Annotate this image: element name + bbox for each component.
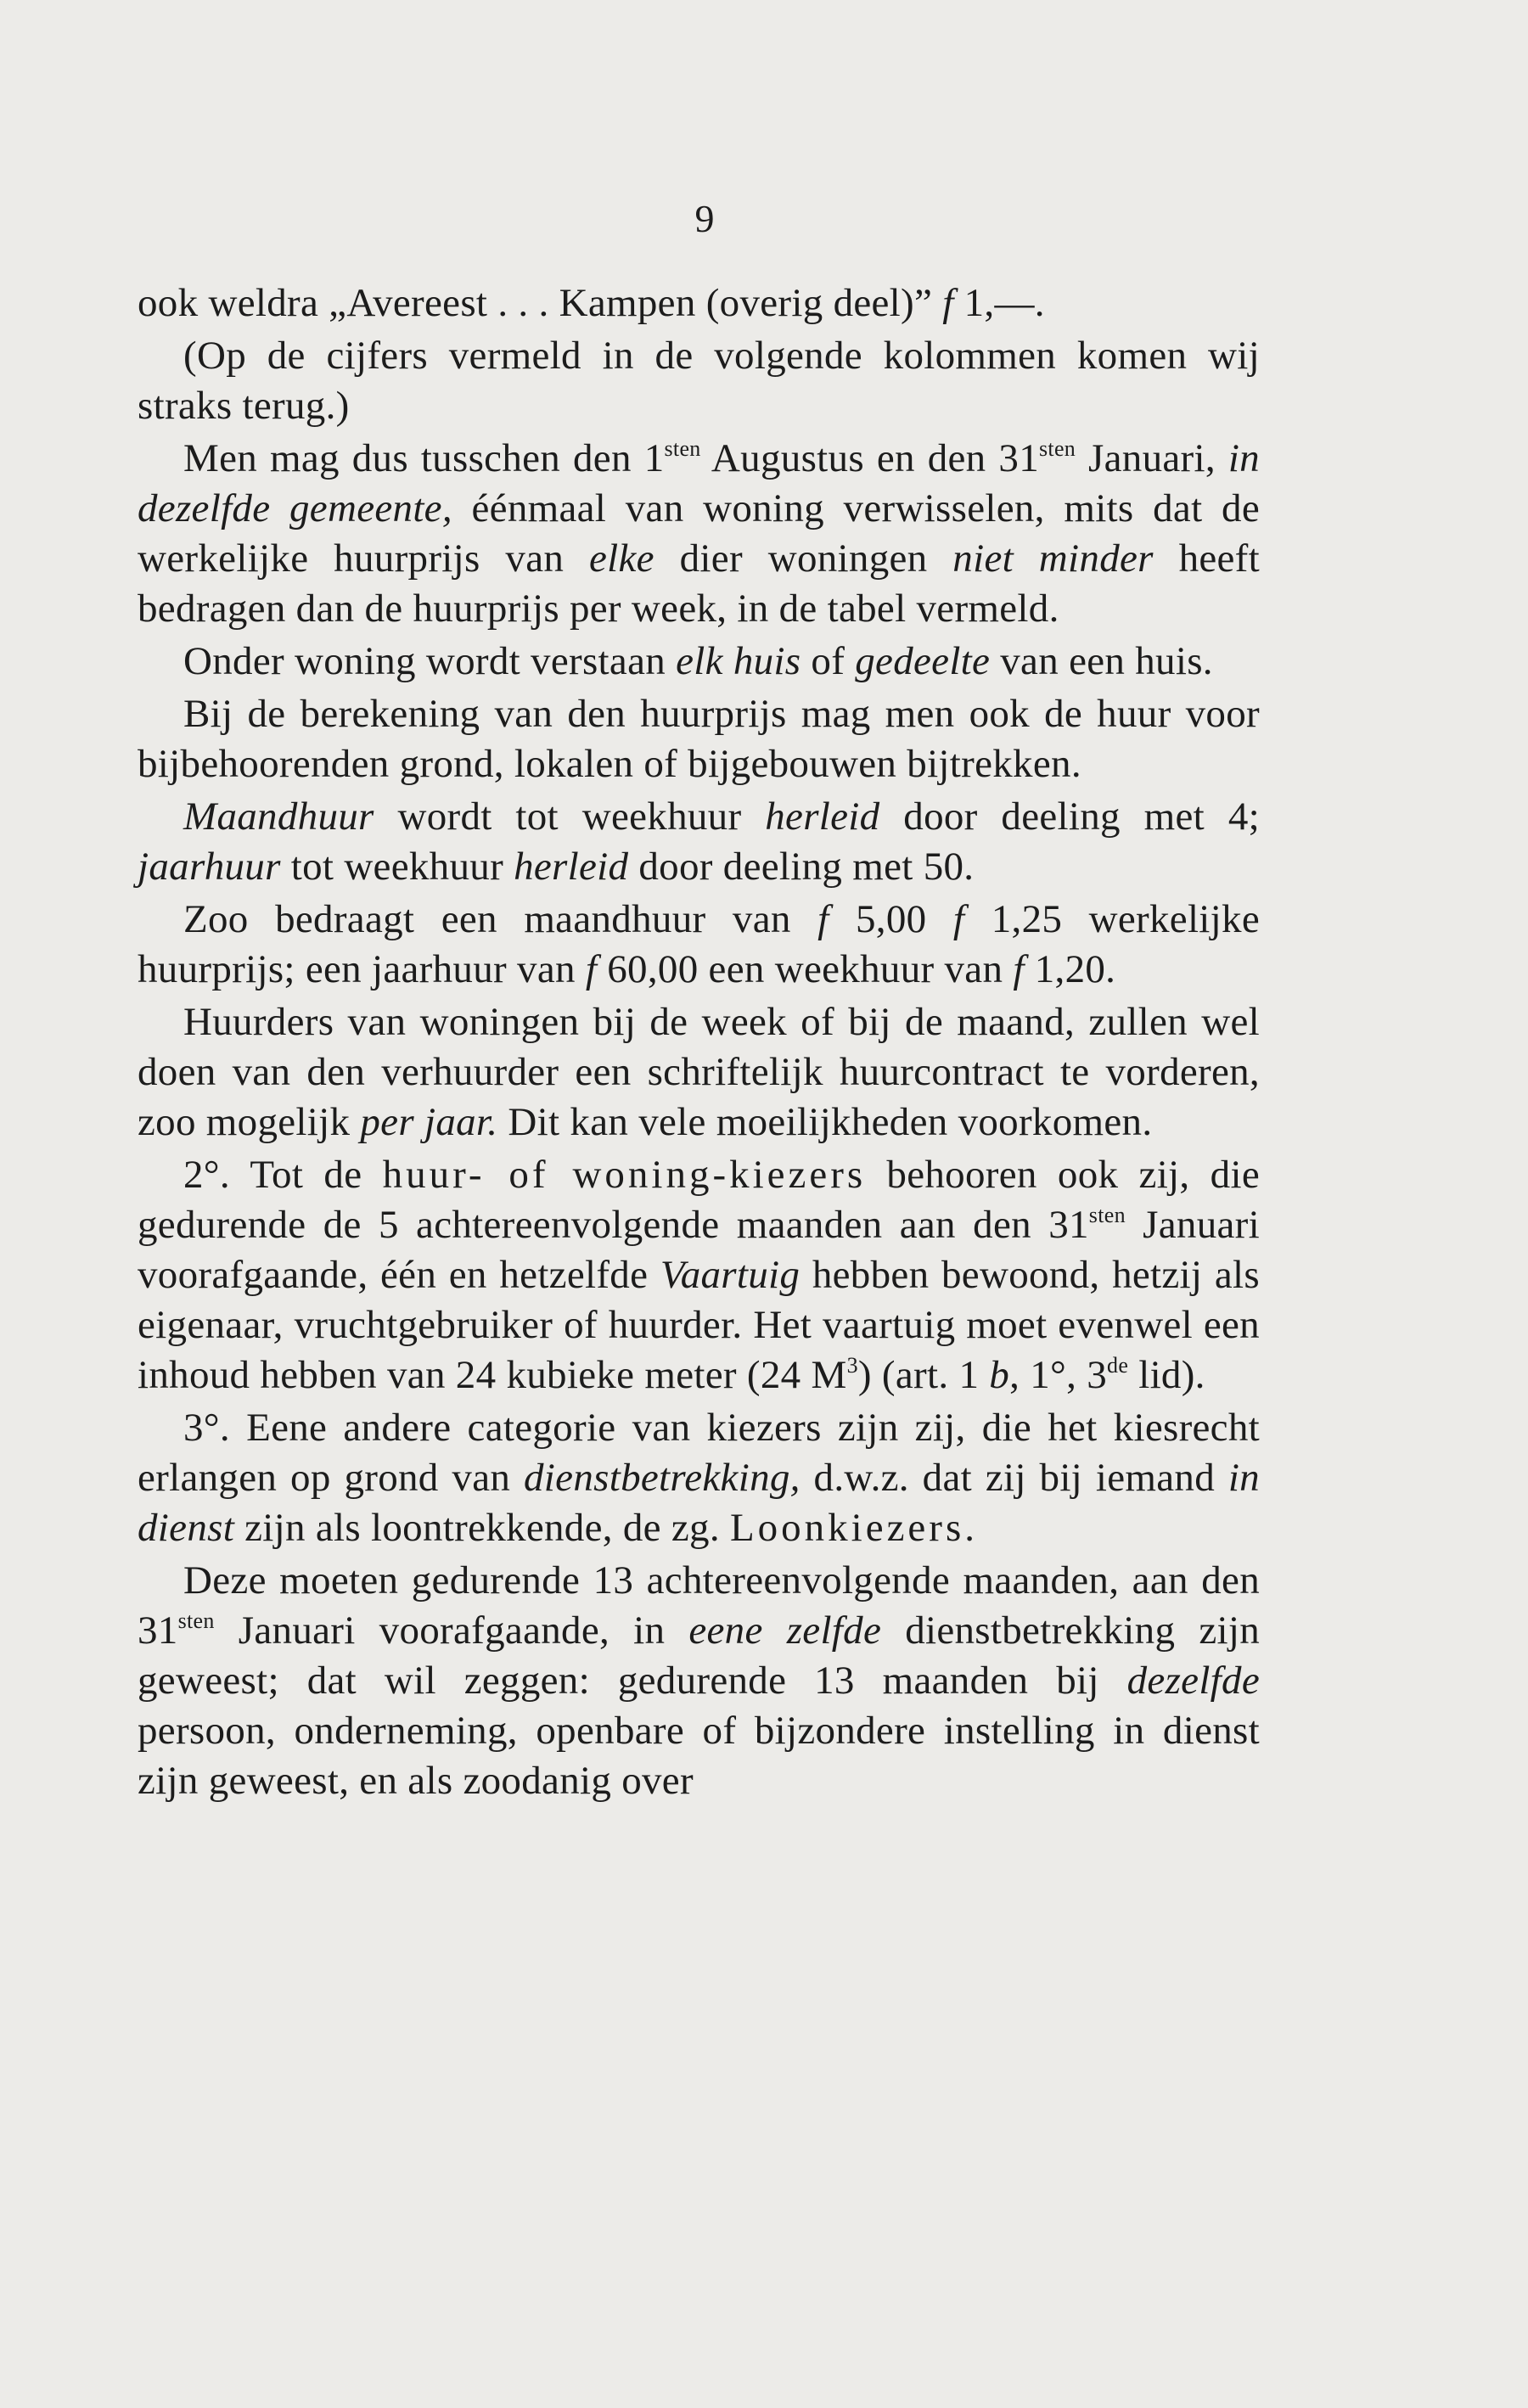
text-span: (Op de cijfers vermeld in de volgende kolommen komen wij straks terug.) (138, 334, 1260, 428)
paragraph-2 (138, 331, 1260, 431)
text-span: door deeling met 50. (628, 845, 975, 889)
text-span: persoon, onderneming, openbare of bijzondere instelling in dienst zijn geweest, en als zoodanig over (138, 1709, 1260, 1803)
text-span: 1,20. (1024, 947, 1116, 991)
text-span: 60,00 een weekhuur van (597, 947, 1014, 991)
text-span: Men mag dus tusschen den 1 (183, 436, 665, 480)
text-span: Januari voorafgaande, één en hetzelfde (138, 1203, 1260, 1297)
superscript: de (1107, 1353, 1129, 1378)
paragraph-11 (138, 1556, 1260, 1806)
italic-text: jaarhuur (138, 845, 281, 889)
spaced-text: huur- of woning-kiezers (382, 1153, 867, 1197)
paragraph-6 (138, 792, 1260, 892)
paragraph-3 (138, 434, 1260, 634)
text-span: Zoo bedraagt een maandhuur van (183, 897, 818, 941)
paragraph-10 (138, 1403, 1260, 1553)
text-span: zijn als loontrekkende, de zg. (234, 1506, 730, 1550)
superscript: sten (177, 1608, 215, 1633)
italic-text: herleid (514, 845, 629, 889)
italic-text: elk huis (676, 639, 801, 683)
text-span: dienstbetrekking zijn geweest; dat wil zeggen: gedurende 13 maanden bij (138, 1608, 1260, 1703)
florin-sign: f (817, 897, 829, 941)
text-span: Bij de berekening van den huurprijs mag men ook de huur voor bijbehoorenden grond, lokalen of bijgebouwen bijtrekken. (138, 692, 1260, 786)
text-span: ook weldra „Avereest . . . Kampen (overig deel)” (138, 281, 943, 325)
body-text (138, 278, 1260, 1806)
text-span: Onder woning wordt verstaan (183, 639, 677, 683)
italic-text: in dezelfde gemeente, (138, 436, 1260, 530)
italic-text: dienstbetrekking, (524, 1456, 801, 1500)
text-span: éénmaal van woning verwisselen, mits dat de werkelijke huurprijs van (138, 486, 1260, 581)
text-span: Huurders van woningen bij de week of bij de maand, zullen wel doen van den verhuurder een schriftelijk huurcontract te vorderen, zoo mogelijk (138, 1000, 1260, 1144)
italic-text: gedeelte (855, 639, 991, 683)
italic-text: niet minder (952, 536, 1154, 581)
text-span: , 1°, 3 (1009, 1353, 1108, 1397)
page-number: 9 (694, 197, 715, 240)
superscript: sten (1088, 1203, 1126, 1227)
text-span: lid). (1128, 1353, 1205, 1397)
paragraph-4 (138, 637, 1260, 687)
italic-text: Maandhuur (183, 794, 374, 839)
paragraph-1 (138, 278, 1260, 328)
superscript: sten (664, 436, 701, 461)
text-span: door deeling met 4; (879, 794, 1260, 839)
florin-sign: f (1013, 947, 1025, 991)
text-span: heeft bedragen dan de huurprijs per week, in de tabel vermeld. (138, 536, 1260, 631)
text-span: 5,00 (829, 897, 953, 941)
paragraph-5 (138, 689, 1260, 789)
paragraph-8 (138, 997, 1260, 1148)
text-span: 2°. Tot de (183, 1153, 383, 1197)
paragraph-7 (138, 895, 1260, 995)
text-span: . (964, 1506, 975, 1550)
text-span: dier woningen (654, 536, 953, 581)
florin-sign: f (952, 897, 965, 941)
text-span: behooren ook zij, die gedurende de 5 achtereenvolgende maanden aan den 31 (138, 1153, 1261, 1247)
italic-text: herleid (765, 794, 880, 839)
italic-text: Vaartuig (660, 1253, 801, 1297)
paragraph-9 (138, 1150, 1260, 1400)
florin-sign: f (585, 947, 598, 991)
italic-text: elke (588, 536, 654, 581)
text-span: Januari, (1076, 436, 1228, 480)
text-span: Augustus en den 31 (700, 436, 1039, 480)
italic-text: b (989, 1353, 1010, 1397)
text-span: Deze moeten gedurende 13 achtereenvolgende maanden, aan den 31 (138, 1558, 1260, 1653)
superscript: sten (1039, 436, 1076, 461)
italic-text: dezelfde (1126, 1659, 1260, 1703)
text-span: ) (art. 1 (857, 1353, 990, 1397)
text-span: 1,25 werkelijke huurprijs; een jaarhuur van (138, 897, 1260, 991)
spaced-text: Loonkiezers (729, 1506, 965, 1550)
text-span: van een huis. (990, 639, 1213, 683)
superscript: 3 (846, 1353, 858, 1378)
text-span: 1,—. (953, 281, 1045, 325)
text-span: of (801, 639, 856, 683)
italic-text: in dienst (138, 1456, 1260, 1550)
text-span: Dit kan vele moeilijkheden voorkomen. (497, 1100, 1153, 1144)
italic-text: eene zelfde (688, 1608, 882, 1653)
florin-sign: f (942, 281, 954, 325)
text-span: hebben bewoond, hetzij als eigenaar, vruchtgebruiker of huurder. Het vaartuig moet evenwel een inhoud hebben van 24 kubieke meter (24 M (138, 1253, 1261, 1397)
text-span: d.w.z. dat zij bij iemand (800, 1456, 1228, 1500)
text-span: tot weekhuur (280, 845, 514, 889)
text-span: wordt tot weekhuur (374, 794, 766, 839)
text-span: Januari voorafgaande, in (214, 1608, 689, 1653)
text-span: 3°. Eene andere categorie van kiezers zijn zij, die het kiesrecht erlangen op grond van (138, 1406, 1260, 1500)
italic-text: per jaar. (360, 1100, 498, 1144)
